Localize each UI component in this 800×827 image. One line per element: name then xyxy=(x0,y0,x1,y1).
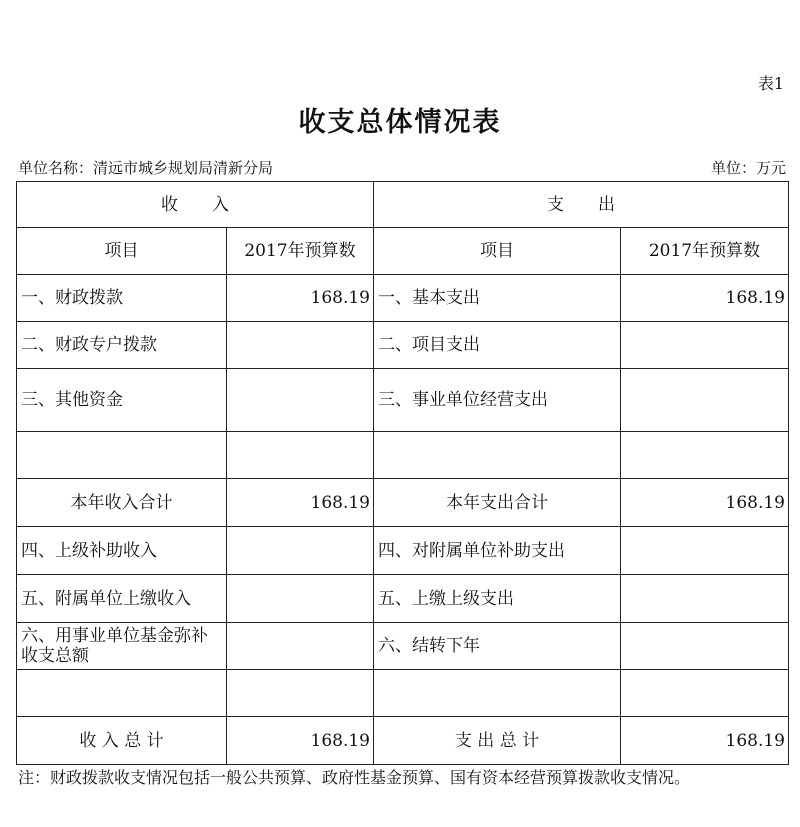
income-item-header: 项目 xyxy=(17,228,227,275)
income-group-header: 收 入 xyxy=(17,182,374,228)
income-item-cell xyxy=(17,432,227,479)
income-total-value: 168.19 xyxy=(227,717,374,765)
income-value-cell xyxy=(227,575,374,623)
table-row xyxy=(17,527,789,575)
table-row xyxy=(17,623,789,670)
income-budget-header: 2017年预算数 xyxy=(227,228,374,275)
unit-name-label: 单位名称：清远市城乡规划局清新分局 xyxy=(18,159,274,177)
expense-item-cell: 二、项目支出 xyxy=(374,322,621,369)
expense-total-label: 支 出 总 计 xyxy=(374,717,621,765)
income-item-cell: 六、用事业单位基金弥补收支总额 xyxy=(17,623,227,670)
table-row xyxy=(17,670,789,717)
expense-item-cell: 四、对附属单位补助支出 xyxy=(374,527,621,575)
table-row xyxy=(17,275,789,322)
table-number: 表1 xyxy=(757,74,784,93)
income-subtotal-label: 本年收入合计 xyxy=(17,479,227,527)
income-item-cell xyxy=(17,670,227,717)
expense-value-cell xyxy=(621,432,789,479)
income-item-cell: 二、财政专户拨款 xyxy=(17,322,227,369)
expense-value-cell xyxy=(621,527,789,575)
income-subtotal-value: 168.19 xyxy=(227,479,374,527)
expense-value-cell xyxy=(621,670,789,717)
income-value-cell xyxy=(227,670,374,717)
income-total-label: 收 入 总 计 xyxy=(17,717,227,765)
income-item-cell: 三、其他资金 xyxy=(17,369,227,432)
page-title: 收支总体情况表 xyxy=(298,107,502,138)
expense-value-cell: 168.19 xyxy=(621,275,789,322)
currency-unit-label: 单位：万元 xyxy=(710,159,786,177)
expense-subtotal-label: 本年支出合计 xyxy=(374,479,621,527)
expense-subtotal-value: 168.19 xyxy=(621,479,789,527)
expense-item-cell: 一、基本支出 xyxy=(374,275,621,322)
expense-group-header: 支 出 xyxy=(374,182,789,228)
expense-value-cell xyxy=(621,369,789,432)
income-value-cell xyxy=(227,369,374,432)
table-row xyxy=(17,432,789,479)
expense-item-cell: 六、结转下年 xyxy=(374,623,621,670)
expense-value-cell xyxy=(621,623,789,670)
group-header-row xyxy=(17,182,789,228)
subtotal-row xyxy=(17,479,789,527)
expense-item-header: 项目 xyxy=(374,228,621,275)
table-row xyxy=(17,575,789,623)
table-row xyxy=(17,369,789,432)
income-value-cell: 168.19 xyxy=(227,275,374,322)
income-item-cell: 五、附属单位上缴收入 xyxy=(17,575,227,623)
budget-summary-table xyxy=(16,181,789,765)
expense-total-value: 168.19 xyxy=(621,717,789,765)
grand-total-row xyxy=(17,717,789,765)
income-item-cell: 一、财政拨款 xyxy=(17,275,227,322)
income-item-cell: 四、上级补助收入 xyxy=(17,527,227,575)
expense-budget-header: 2017年预算数 xyxy=(621,228,789,275)
expense-item-cell xyxy=(374,670,621,717)
footnote: 注：财政拨款收支情况包括一般公共预算、政府性基金预算、国有资本经营预算拨款收支情况。 xyxy=(18,768,691,787)
expense-value-cell xyxy=(621,322,789,369)
expense-item-cell: 三、事业单位经营支出 xyxy=(374,369,621,432)
income-value-cell xyxy=(227,432,374,479)
expense-item-cell: 五、上缴上级支出 xyxy=(374,575,621,623)
expense-item-cell xyxy=(374,432,621,479)
expense-value-cell xyxy=(621,575,789,623)
income-value-cell xyxy=(227,322,374,369)
income-value-cell xyxy=(227,623,374,670)
column-header-row xyxy=(17,228,789,275)
table-row xyxy=(17,322,789,369)
income-value-cell xyxy=(227,527,374,575)
